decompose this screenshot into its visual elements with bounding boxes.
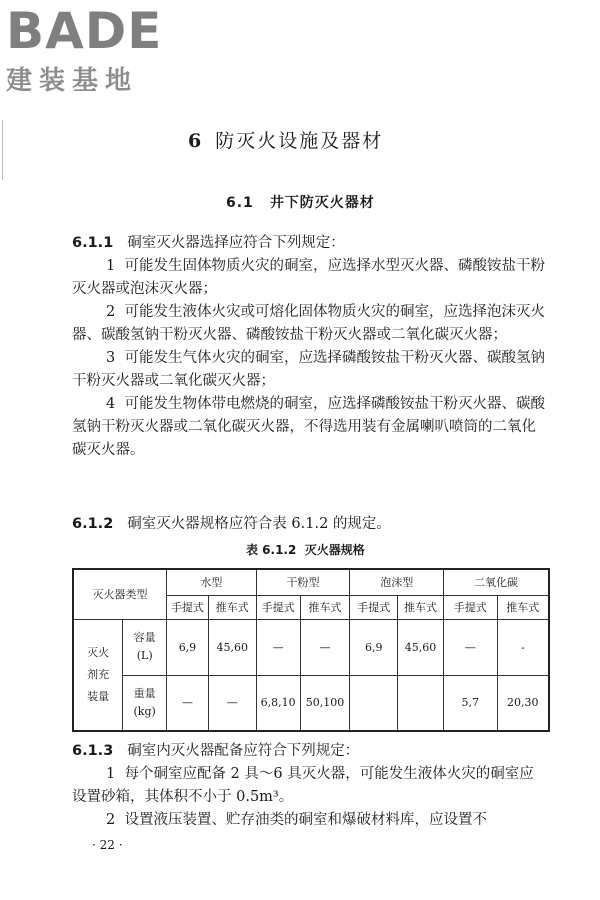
item-number: 2 xyxy=(106,812,116,828)
item-number: 3 xyxy=(106,350,116,366)
table-row-label xyxy=(123,675,167,731)
extinguisher-spec-table xyxy=(72,568,550,732)
item-text: 可能发生气体火灾的硐室，应选择磷酸铵盐干粉灭火器、碳酸氢钠干粉灭火器或二氧化碳灭火器； xyxy=(72,350,545,389)
table-cell: 5,7 xyxy=(443,675,497,731)
page-number: · 22 · xyxy=(92,838,123,852)
row-label-unit: (kg) xyxy=(133,704,156,718)
table-subheader: 手提式 xyxy=(256,595,300,619)
item-number: 4 xyxy=(106,396,116,412)
table-subheader: 手提式 xyxy=(167,595,209,619)
clause-number: 6.1.3 xyxy=(72,743,114,759)
row-label-text: 重量 xyxy=(133,686,156,700)
table-caption-number: 表 6.1.2 xyxy=(246,543,297,557)
item-number: 1 xyxy=(106,258,116,274)
list-item xyxy=(72,763,548,809)
clause-6-1-3 xyxy=(72,740,548,832)
table-subheader: 推车式 xyxy=(497,595,549,619)
clause-6-1-2 xyxy=(72,513,548,536)
chapter-name: 防灭火设施及器材 xyxy=(215,130,384,152)
clause-heading xyxy=(72,740,548,763)
item-text: 每个硐室应配备 2 具～6 具灭火器，可能发生液体火灾的硐室应设置砂箱，其体积不小于 0.5m³。 xyxy=(72,766,534,805)
table-caption xyxy=(246,541,365,558)
table-group-header: 干粉型 xyxy=(256,569,350,595)
logo-subtitle: 建装基地 xyxy=(6,66,139,96)
table-cell: — xyxy=(300,619,350,675)
table-cell: 20,30 xyxy=(497,675,549,731)
chapter-title xyxy=(188,126,383,153)
clause-heading xyxy=(72,232,548,255)
section-title xyxy=(226,192,375,212)
list-item xyxy=(72,255,548,301)
table-row-label xyxy=(123,619,167,675)
chapter-number: 6 xyxy=(188,130,204,152)
table-subheader: 推车式 xyxy=(208,595,256,619)
item-text: 可能发生物体带电燃烧的硐室，应选择磷酸铵盐干粉灭火器、碳酸氢钠干粉灭火器或二氧化碳灭火器，不得选用装有金属喇叭喷筒的二氧化碳灭火器。 xyxy=(72,396,545,458)
clause-intro: 硐室灭火器选择应符合下列规定： xyxy=(127,235,345,251)
table-group-header: 二氧化碳 xyxy=(443,569,549,595)
table-subheader: 手提式 xyxy=(350,595,398,619)
item-text: 设置液压装置、贮存油类的硐室和爆破材料库，应设置不 xyxy=(124,812,487,828)
table-cell: 6,9 xyxy=(350,619,398,675)
item-text: 可能发生液体火灾或可熔化固体物质火灾的硐室，应选择泡沫灭火器、碳酸氢钠干粉灭火器、磷酸铵盐干粉灭火器或二氧化碳灭火器； xyxy=(72,304,545,343)
scan-edge-line xyxy=(2,120,3,180)
clause-number: 6.1.2 xyxy=(72,516,114,532)
table-group-header: 水型 xyxy=(167,569,257,595)
clause-number: 6.1.1 xyxy=(72,235,114,251)
list-item xyxy=(72,393,548,462)
table-group-header: 泡沫型 xyxy=(350,569,444,595)
table-cell: — xyxy=(167,675,209,731)
table-header-type: 灭火器类型 xyxy=(73,569,167,619)
table-cell: — xyxy=(256,619,300,675)
table-cell: 45,60 xyxy=(398,619,444,675)
table-cell: — xyxy=(443,619,497,675)
watermark-logo xyxy=(6,4,162,97)
table-subheader: 推车式 xyxy=(398,595,444,619)
table-caption-title: 灭火器规格 xyxy=(304,543,365,557)
table-cell: 50,100 xyxy=(300,675,350,731)
clause-intro: 硐室内灭火器配备应符合下列规定： xyxy=(127,743,360,759)
clause-6-1-1 xyxy=(72,232,548,462)
clause-text: 硐室灭火器规格应符合表 6.1.2 的规定。 xyxy=(127,516,391,532)
table-cell xyxy=(398,675,444,731)
table-cell: - xyxy=(497,619,549,675)
list-item xyxy=(72,809,548,832)
row-label-text: 容量 xyxy=(133,631,156,644)
list-item xyxy=(72,347,548,393)
table-row-group-label: 灭火剂充装量 xyxy=(73,619,123,731)
item-number: 2 xyxy=(106,304,116,320)
item-number: 1 xyxy=(106,766,116,782)
item-text: 可能发生固体物质火灾的硐室，应选择水型灭火器、磷酸铵盐干粉灭火器或泡沫灭火器； xyxy=(72,258,545,297)
logo-brand: BADE xyxy=(6,2,163,60)
list-item xyxy=(72,301,548,347)
row-label-unit: (L) xyxy=(136,649,153,662)
table-cell: 45,60 xyxy=(208,619,256,675)
section-name: 井下防灭火器材 xyxy=(269,195,375,211)
table-subheader: 手提式 xyxy=(443,595,497,619)
table-cell xyxy=(350,675,398,731)
table-subheader: 推车式 xyxy=(300,595,350,619)
table-cell: 6,8,10 xyxy=(256,675,300,731)
table-cell: 6,9 xyxy=(167,619,209,675)
section-number: 6.1 xyxy=(226,195,254,211)
table-cell: — xyxy=(208,675,256,731)
